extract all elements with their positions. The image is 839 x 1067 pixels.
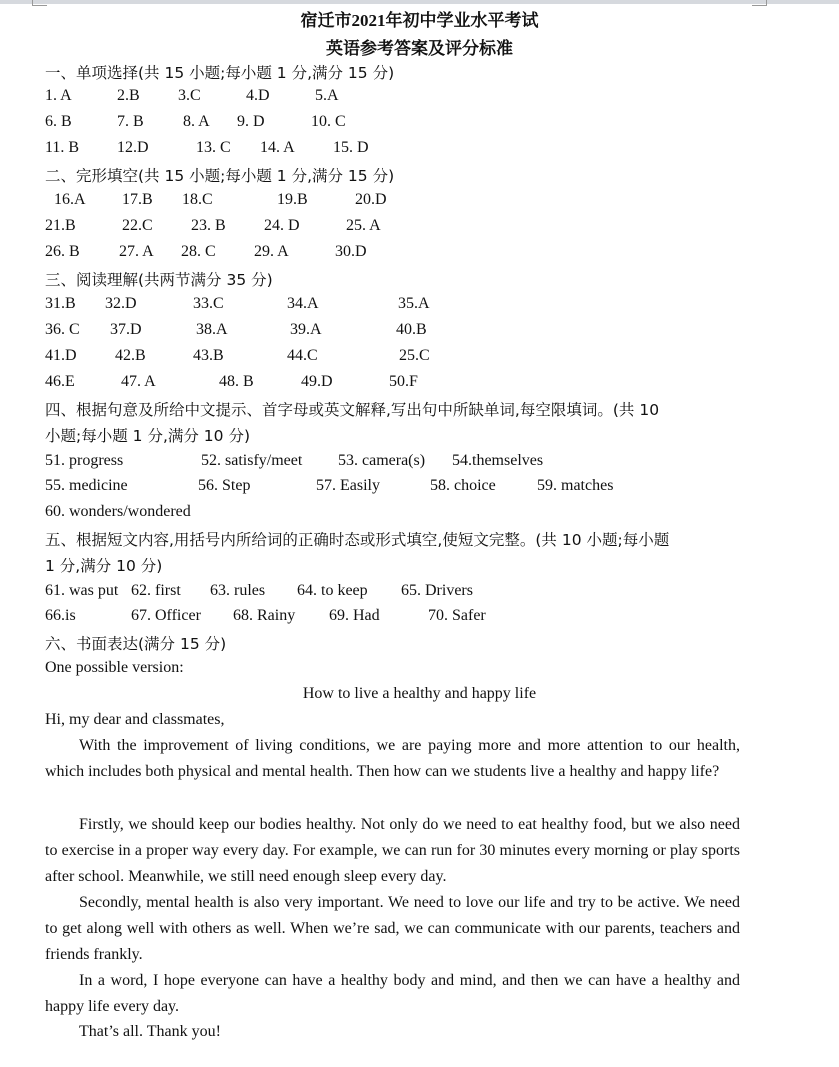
answer: 25. A <box>346 217 381 234</box>
answer: 34.A <box>287 295 319 312</box>
answer: 22.C <box>122 217 153 234</box>
answer: 63. rules <box>210 582 266 599</box>
answer: 47. A <box>121 373 156 390</box>
answer: 7. B <box>117 113 144 130</box>
essay-paragraph-3-text: Secondly, mental health is also very important. We need to love our life and try to be active. We need to get along well with others as well. When we’re sad, we can communicate with our parents, teachers and friends frankly. <box>45 894 740 964</box>
answer: 52. satisfy/meet <box>201 452 303 469</box>
answer: 55. medicine <box>45 477 128 494</box>
section-heading-5: 五、根据短文内容,用括号内所给词的正确时态或形式填空,使短文完整。(共 10 小题;每小题 <box>45 531 670 549</box>
answer: 25.C <box>399 347 430 364</box>
section-heading-2: 二、完形填空(共 15 小题;每小题 1 分,满分 15 分) <box>45 167 395 185</box>
essay-title: How to live a healthy and happy life <box>302 685 537 702</box>
answer: 6. B <box>45 113 72 130</box>
page-subtitle: 英语参考答案及评分标准 <box>326 39 513 58</box>
answer: 50.F <box>389 373 418 390</box>
answer: 12.D <box>117 139 149 156</box>
section-heading-3: 三、阅读理解(共两节满分 35 分) <box>45 271 273 289</box>
answer: 62. first <box>131 582 181 599</box>
essay-paragraph-1-text: With the improvement of living conditions, we are paying more and more attention to our health, which includes both physical and mental health. Then how can we students live a healthy and happy life? <box>45 737 740 781</box>
top-ruler <box>0 0 839 4</box>
answer: 58. choice <box>430 477 496 494</box>
answer: 44.C <box>287 347 318 364</box>
section-heading-6: 六、书面表达(满分 15 分) <box>45 635 227 653</box>
answer: 53. camera(s) <box>338 452 426 469</box>
answer: 5.A <box>315 87 339 104</box>
answer: 30.D <box>335 243 367 260</box>
answer: 48. B <box>219 373 254 390</box>
answer: 10. C <box>311 113 346 130</box>
answer: 56. Step <box>198 477 251 494</box>
answer: 28. C <box>181 243 216 260</box>
answer: 13. C <box>196 139 231 156</box>
answer: 59. matches <box>537 477 614 494</box>
essay-paragraph-4 <box>45 968 740 1020</box>
answer: 19.B <box>277 191 308 208</box>
answer: 39.A <box>290 321 322 338</box>
answer: 66.is <box>45 607 76 624</box>
section-heading-5-cont: 1 分,满分 10 分) <box>45 557 163 575</box>
answer: 61. was put <box>45 582 119 599</box>
essay-paragraph-3 <box>45 890 740 969</box>
essay-paragraph-2-text: Firstly, we should keep our bodies healthy. Not only do we need to eat healthy food, but we also need to exercise in a proper way every day. For example, we can run for 30 minutes every morning or play sports after school. Meanwhile, we still need enough sleep every day. <box>45 816 740 886</box>
answer: 37.D <box>110 321 142 338</box>
answer: 18.C <box>182 191 213 208</box>
essay-paragraph-4-text: In a word, I hope everyone can have a healthy body and mind, and then we can have a healthy and happy life every day. <box>45 972 740 1016</box>
answer: 17.B <box>122 191 153 208</box>
answer: 65. Drivers <box>401 582 473 599</box>
answer: 9. D <box>237 113 265 130</box>
essay-greeting: Hi, my dear and classmates, <box>45 711 225 728</box>
answer: 27. A <box>119 243 154 260</box>
answer: 60. wonders/wondered <box>45 503 191 520</box>
answer: 35.A <box>398 295 430 312</box>
answer: 38.A <box>196 321 228 338</box>
answer: 15. D <box>333 139 369 156</box>
answer: 4.D <box>246 87 270 104</box>
essay-paragraph-1 <box>45 733 740 785</box>
answer: 42.B <box>115 347 146 364</box>
answer: 11. B <box>45 139 80 156</box>
essay-paragraph-2 <box>45 812 740 891</box>
answer: 32.D <box>105 295 137 312</box>
answer: 31.B <box>45 295 76 312</box>
answer: 2.B <box>117 87 140 104</box>
answer: 26. B <box>45 243 80 260</box>
essay-closing: That’s all. Thank you! <box>79 1023 221 1040</box>
answer: 36. C <box>45 321 80 338</box>
answer: 3.C <box>178 87 201 104</box>
answer: 64. to keep <box>297 582 368 599</box>
answer: 67. Officer <box>131 607 201 624</box>
answer: 20.D <box>355 191 387 208</box>
answer: 54.themselves <box>452 452 544 469</box>
answer: 23. B <box>191 217 226 234</box>
section-heading-4-cont: 小题;每小题 1 分,满分 10 分) <box>45 427 250 445</box>
answer: 57. Easily <box>316 477 380 494</box>
answer: 24. D <box>264 217 300 234</box>
answer: 33.C <box>193 295 224 312</box>
answer: 43.B <box>193 347 224 364</box>
answer: 69. Had <box>329 607 380 624</box>
essay-intro: One possible version: <box>45 659 184 676</box>
answer: 8. A <box>183 113 210 130</box>
answer: 16.A <box>54 191 86 208</box>
answer: 29. A <box>254 243 289 260</box>
answer: 70. Safer <box>428 607 486 624</box>
section-heading-1: 一、单项选择(共 15 小题;每小题 1 分,满分 15 分) <box>45 64 395 82</box>
answer: 1. A <box>45 87 72 104</box>
answer: 51. progress <box>45 452 124 469</box>
page-title: 宿迁市2021年初中学业水平考试 <box>300 11 539 30</box>
section-heading-4: 四、根据句意及所给中文提示、首字母或英文解释,写出句中所缺单词,每空限填词。(共 10 <box>45 401 660 419</box>
answer: 40.B <box>396 321 427 338</box>
answer: 41.D <box>45 347 77 364</box>
answer: 49.D <box>301 373 333 390</box>
answer: 21.B <box>45 217 76 234</box>
answer: 68. Rainy <box>233 607 296 624</box>
answer: 14. A <box>260 139 295 156</box>
answer: 46.E <box>45 373 75 390</box>
